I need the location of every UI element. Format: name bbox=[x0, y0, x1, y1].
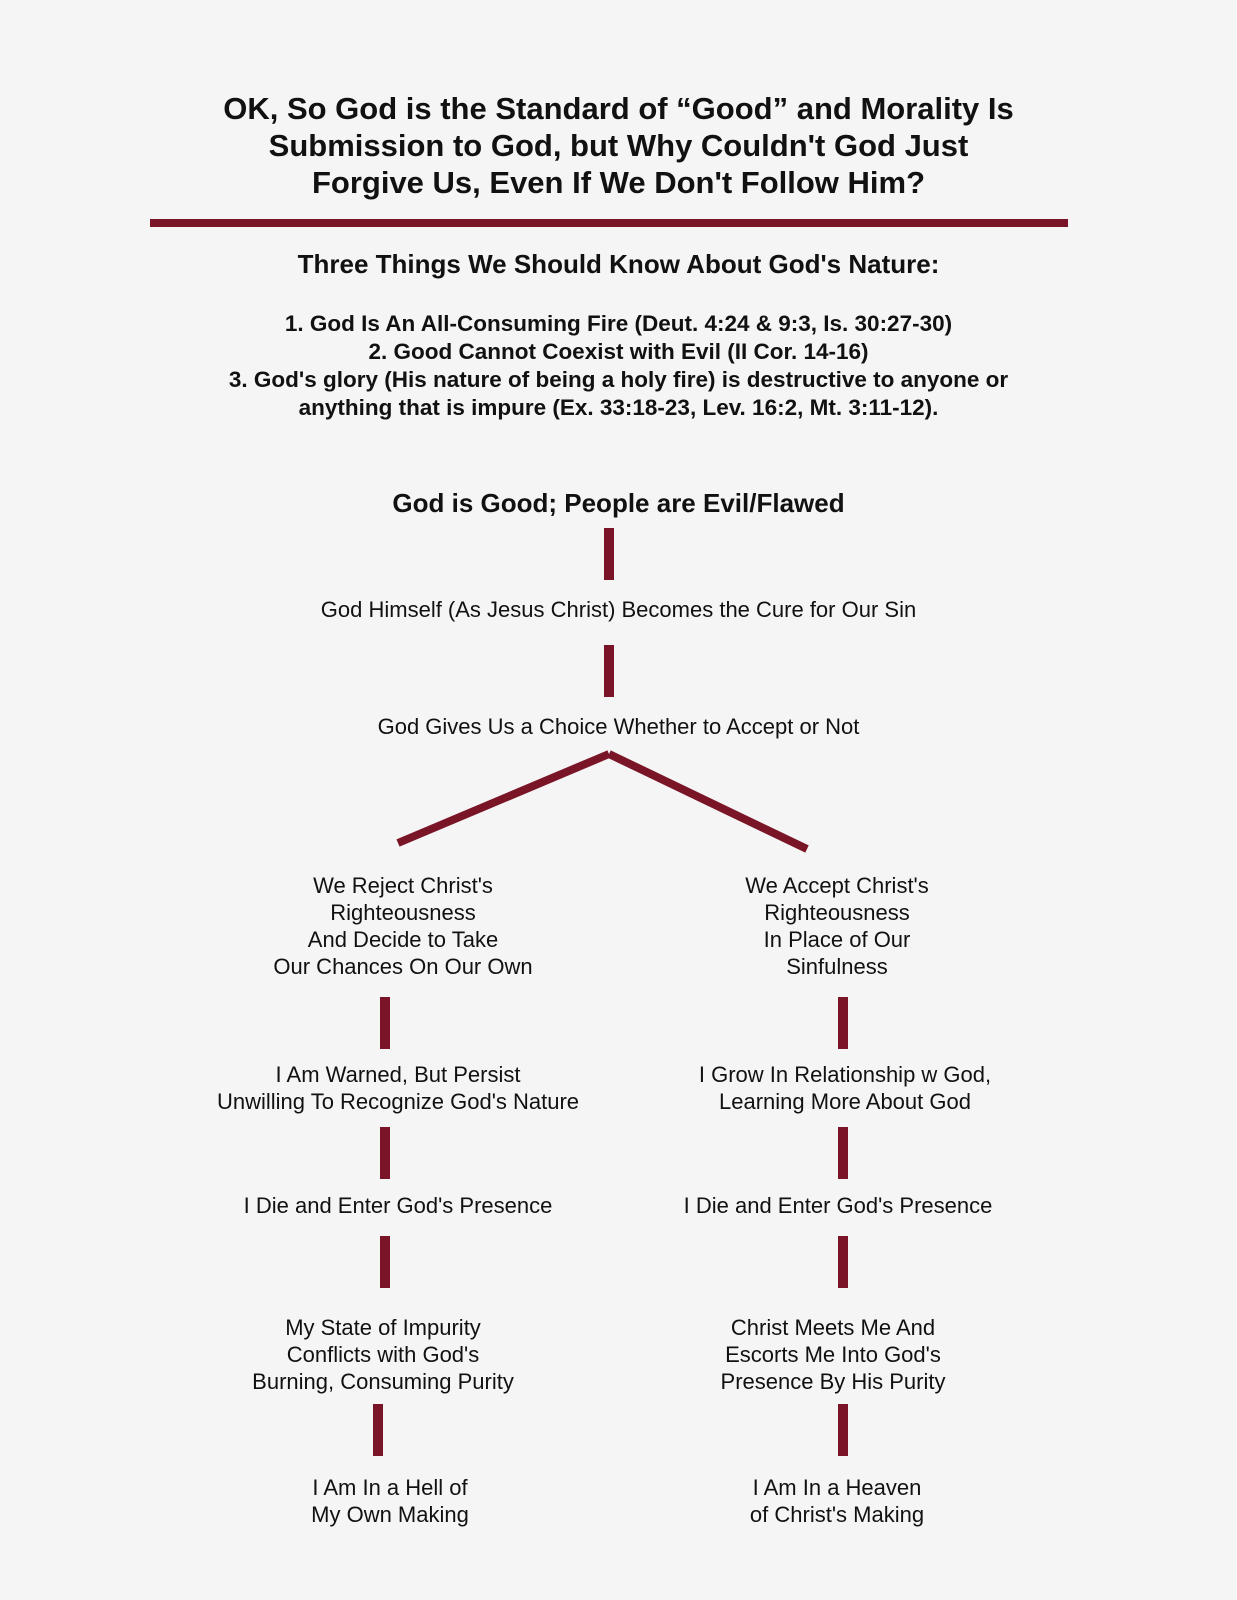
connector-vertical bbox=[838, 1127, 848, 1179]
connector-vertical bbox=[838, 1404, 848, 1456]
flow-node-heaven: I Am In a Heaven of Christ's Making bbox=[749, 1475, 925, 1527]
connector-vertical bbox=[380, 997, 390, 1049]
branch-line-right bbox=[609, 754, 807, 849]
connector-vertical bbox=[838, 1236, 848, 1288]
flow-node-grow: I Grow In Relationship w God, Learning More About God bbox=[698, 1062, 992, 1114]
flow-node-christ-meets: Christ Meets Me And Escorts Me Into God's Presence By His Purity bbox=[720, 1315, 946, 1394]
flow-node-warned: I Am Warned, But Persist Unwilling To Recognize God's Nature bbox=[216, 1062, 580, 1114]
page-title bbox=[160, 90, 1077, 201]
connector-vertical bbox=[380, 1127, 390, 1179]
connector-vertical bbox=[604, 645, 614, 697]
nature-point: anything that is impure (Ex. 33:18-23, Lev. 16:2, Mt. 3:11-12). bbox=[298, 395, 939, 420]
flow-node-reject: We Reject Christ's Righteousness And Decide to Take Our Chances On Our Own bbox=[273, 873, 533, 979]
flow-node-cure: God Himself (As Jesus Christ) Becomes the Cure for Our Sin bbox=[320, 597, 917, 622]
nature-point: 3. God's glory (His nature of being a holy fire) is destructive to anyone or bbox=[228, 367, 1009, 392]
flow-node-die-left: I Die and Enter God's Presence bbox=[243, 1193, 553, 1218]
connector-vertical bbox=[838, 997, 848, 1049]
nature-point: 1. God Is An All-Consuming Fire (Deut. 4:24 & 9:3, Is. 30:27-30) bbox=[284, 311, 953, 336]
branch-line-left bbox=[398, 754, 609, 843]
flow-node-hell: I Am In a Hell of My Own Making bbox=[311, 1475, 469, 1527]
flow-node-accept: We Accept Christ's Righteousness In Place of Our Sinfulness bbox=[745, 873, 929, 979]
connector-vertical bbox=[380, 1236, 390, 1288]
flow-root-node: God is Good; People are Evil/Flawed bbox=[392, 488, 845, 518]
nature-subheading: Three Things We Should Know About God's Nature: bbox=[297, 249, 940, 279]
flow-node-choice: God Gives Us a Choice Whether to Accept or Not bbox=[377, 714, 860, 739]
connector-vertical bbox=[373, 1404, 383, 1456]
title-line-2: Submission to God, but Why Couldn't God Just bbox=[268, 128, 969, 163]
title-line-1: OK, So God is the Standard of “Good” and Morality Is bbox=[223, 91, 1014, 126]
nature-point: 2. Good Cannot Coexist with Evil (II Cor. 14-16) bbox=[368, 339, 869, 364]
title-line-3: Forgive Us, Even If We Don't Follow Him? bbox=[311, 165, 926, 200]
nature-points-list bbox=[150, 310, 1087, 422]
flow-node-impurity: My State of Impurity Conflicts with God's Burning, Consuming Purity bbox=[252, 1315, 514, 1394]
flow-node-die-right: I Die and Enter God's Presence bbox=[683, 1193, 993, 1218]
connector-vertical bbox=[604, 528, 614, 580]
title-divider bbox=[150, 219, 1068, 227]
